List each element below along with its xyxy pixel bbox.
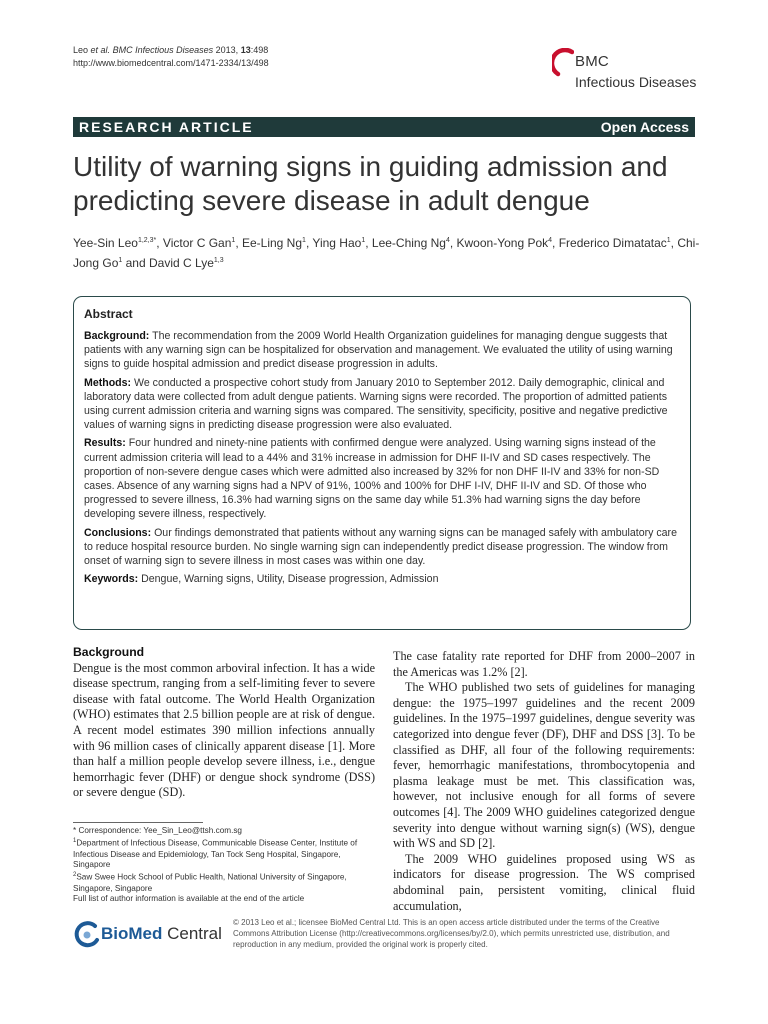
author-affiliation-sup: 1 (118, 257, 123, 264)
author-name: Ying Hao (312, 236, 362, 250)
author-list: Yee-Sin Leo$^{1,2,3*}$, Victor C Gan$^1$, Ee-Ling Ng$^1$, Ying Hao$^1$, Lee-Ching Ng$^4$, Kwoon-Yong Pok$^4$, Frederico Dimatatac$^1$, Chi-Jong Go$^1$ and David C Lye$^{1,3}$ (73, 236, 700, 270)
citation-line: Leo et al. BMC Infectious Diseases 2013, 13:498 (73, 45, 269, 55)
body-paragraph: The WHO published two sets of guidelines for managing dengue: the 1975–1997 guidelines and the recent 2009 guidelines. In the 1975–1997 guidelines, dengue severity was categorized into dengue fever (DF), DHF and DSS [3]. To be classified as DHF, all four of the following requirements: fever, hemorrhagic manifestations, thrombocytopenia and plasma leakage must be met. This classification was, however, not inclusive enough for all forms of severe outcomes [4]. The 2009 WHO guidelines categorized dengue severity into dengue without warning sign(s) (WS), dengue with WS and SD [2]. (393, 680, 695, 851)
body-paragraph: The case fatality rate reported for DHF from 2000–2007 in the Americas was 1.2% [2]. (393, 649, 695, 679)
journal-logo-name: Infectious Diseases (575, 74, 697, 90)
author-affiliation-sup: 4 (548, 237, 553, 244)
article-type-label: RESEARCH ARTICLE (79, 119, 254, 135)
author-name: Kwoon-Yong Pok (456, 236, 549, 250)
license-text: © 2013 Leo et al.; licensee BioMed Central Ltd. This is an open access article distributed under the terms of the Creative Commons Attribution License (http://creativecommons.org/licenses/by/2.0), which permits unrestricted use, distribution, and reproduction in any medium, provided the original work is properly cited. (233, 918, 670, 949)
correspondence-note: * Correspondence: Yee_Sin_Leo@ttsh.com.sg (73, 826, 242, 835)
body-column-right (393, 649, 695, 914)
section-heading-background: Background (73, 645, 145, 659)
footnotes (73, 826, 373, 904)
article-type-banner (73, 117, 695, 137)
author-affiliation-sup: 1,2,3* (137, 237, 157, 244)
body-paragraph: Dengue is the most common arboviral infection. It has a wide disease spectrum, ranging from a self-limiting fever to severe disease with fatal outcome. The World Health Organization (WHO) estimates that 2.5 billion people are at risk of dengue. A recent model estimates 390 million infections annually with 96 million cases of clinically apparent disease [1]. More than half a million people develop severe illness, i.e., dengue hemorrhagic fever (DHF) or dengue shock syndrome (DSS) or severe dengue (SD). (73, 660, 375, 800)
abstract-conclusions: Conclusions: Our findings demonstrated that patients without any warning signs can be managed safely with ambulatory care to reduce hospital resource burden. No single warning sign can independently predict disease progression. The window from onset of warning sign to severe illness in most cases was within one day. (84, 526, 677, 568)
abstract-methods: Methods: We conducted a prospective cohort study from January 2010 to September 2012. Daily demographic, clinical and laboratory data were collected from adult dengue patients. Warning signs were recorded. The proportion of admitted patients using current admission criteria and warning signs was compared. The sensitivity, specificity, positive and negative predictive values of warning signs in predicting disease progression were also evaluated. (84, 376, 668, 432)
bmc-arc-icon (552, 48, 574, 78)
author-name: David C Lye (148, 256, 214, 270)
author-name: Ee-Ling Ng (241, 236, 303, 250)
open-access-label: Open Access (600, 119, 689, 135)
citation-url[interactable]: http://www.biomedcentral.com/1471-2334/13/498 (73, 58, 269, 68)
body-paragraph: The 2009 WHO guidelines proposed using WS as indicators for disease progression. The WS comprised abdominal pain, persistent vomiting, clinical fluid accumulation, (393, 851, 695, 913)
author-affiliation-sup: 1 (666, 237, 671, 244)
abstract-heading: Abstract (84, 307, 133, 321)
citation-header (73, 44, 269, 70)
author-affiliation-sup: 1 (231, 237, 236, 244)
author-affiliation-sup: 1,3 (213, 257, 224, 264)
affiliation-2: $^2$Saw Swee Hock School of Public Health, National University of Singapore, Singapore, Singapore (73, 872, 347, 893)
full-author-info-note: Full list of author information is available at the end of the article (73, 893, 305, 903)
journal-logo-bmc: BMC (575, 53, 609, 70)
journal-logo (552, 50, 702, 98)
publisher-logo: BioMed Central (73, 918, 233, 954)
biomed-swirl-icon (73, 920, 101, 950)
author-name: Chi-Jong Go (73, 236, 700, 270)
body-column-left (73, 645, 375, 801)
author-name: Frederico Dimatatac (558, 236, 667, 250)
abstract-box (73, 296, 691, 630)
abstract-keywords: Keywords: Dengue, Warning signs, Utility, Disease progression, Admission (84, 573, 439, 586)
author-affiliation-sup: 1 (302, 237, 306, 244)
article-title: Utility of warning signs in guiding admission and predicting severe disease in adult dengue (73, 151, 668, 216)
author-affiliation-sup: 4 (445, 237, 450, 244)
abstract-results: Results: Four hundred and ninety-nine patients with confirmed dengue were analyzed. Using warning signs instead of the current admission criteria will lead to a 44% and 31% increase in admission for DHF II-IV and SD cases respectively. The proportion of non-severe dengue cases which were admitted also increased by 32% for non DHF II-IV and 33% for non-SD cases. Absence of any warning signs had a NPV of 91%, 100% and 100% for DHF I-IV, DHF II-IV and SD. Of those who progressed to severe illness, 16.3% had warning signs on the same day while 51.3% had warning signs the day before developing severe illness, respectively. (84, 437, 660, 521)
author-affiliation-sup: 1 (361, 237, 366, 244)
author-name: Victor C Gan (162, 236, 232, 250)
author-name: Lee-Ching Ng (371, 236, 446, 250)
abstract-background: Background: The recommendation from the 2009 World Health Organization guidelines for managing dengue suggests that patients with any warning sign can be hospitalized for observation and management. We evaluated the utility of using warning signs to guide hospital admission and predict disease progression in adults. (84, 330, 673, 371)
author-name: Yee-Sin Leo (73, 236, 138, 250)
footnote-divider (73, 822, 203, 823)
affiliation-1: $^1$Department of Infectious Disease, Communicable Disease Center, Institute of Infectious Disease and Epidemiology, Tan Tock Seng Hospital, Singapore, Singapore (73, 838, 358, 869)
